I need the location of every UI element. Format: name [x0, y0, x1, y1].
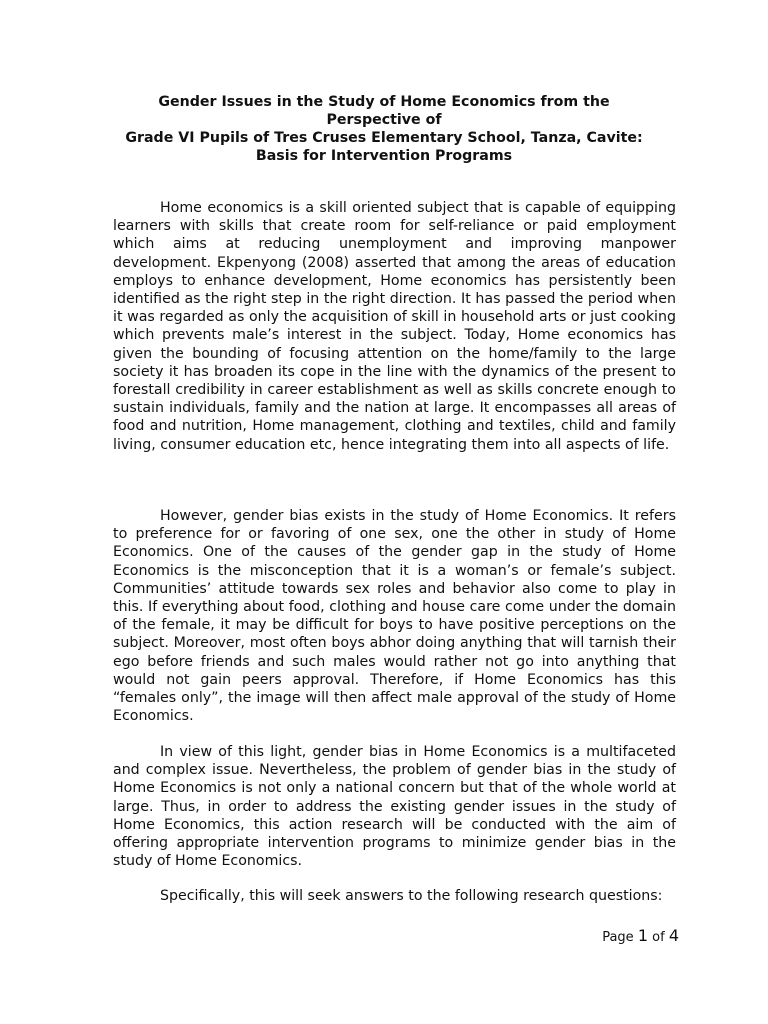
current-page: 1 [637, 926, 648, 945]
of-label: of [652, 930, 665, 945]
title-line-1: Gender Issues in the Study of Home Economics from the [158, 94, 610, 110]
document-title [90, 93, 678, 165]
paragraph-gender-bias: However, gender bias exists in the study of Home Economics. It refers to preference for or favoring of one sex, one the other in study of Home Economics. One of the causes of the gender gap in the study of Home Economics is the misconception that it is a woman’s or female’s subject. Communities’ attitude towards sex roles and behavior also come to play in this. If everything about food, clothing and house care come under the domain of the female, it may be difficult for boys to have positive perceptions on the subject. Moreover, most often boys abhor doing anything that will tarnish their ego before friends and such males would rather not go into anything that would not gain peers approval. Therefore, if Home Economics has this “females only”, the image will then affect male approval of the study of Home Economics. [113, 508, 676, 725]
page-number [602, 926, 679, 948]
paragraph-intro: Home economics is a skill oriented subject that is capable of equipping learners with skills that create room for self-reliance or paid employment which aims at reducing unemployment and improving manpower development. Ekpenyong (2008) asserted that among the areas of education employs to enhance development, Home economics has persistently been identified as the right step in the right direction. It has passed the period when it was regarded as only the acquisition of skill in household arts or just cooking which prevents male’s interest in the subject. Today, Home economics has given the bounding of focusing attention on the home/family to the large society it has broaden its cope in the line with the dynamics of the present to forestall credibility in career establishment as well as skills concrete enough to sustain individuals, family and the nation at large. It encompasses all areas of food and nutrition, Home management, clothing and textiles, child and family living, consumer education etc, hence integrating them into all aspects of life. [113, 200, 676, 453]
title-line-4: Basis for Intervention Programs [255, 148, 513, 164]
title-line-3: Grade VI Pupils of Tres Cruses Elementary School, Tanza, Cavite: [125, 130, 643, 146]
total-pages: 4 [668, 926, 679, 945]
title-line-2: Perspective of [326, 112, 442, 128]
page-label: Page [602, 930, 634, 945]
paragraph-research-questions: Specifically, this will seek answers to the following research questions: [160, 888, 663, 904]
paragraph-view: In view of this light, gender bias in Home Economics is a multifaceted and complex issue. Nevertheless, the problem of gender bias in the study of Home Economics is not only a national concern but that of the whole world at large. Thus, in order to address the existing gender issues in the study of Home Economics, this action research will be conducted with the aim of offering appropriate intervention programs to minimize gender bias in the study of Home Economics. [113, 744, 676, 870]
